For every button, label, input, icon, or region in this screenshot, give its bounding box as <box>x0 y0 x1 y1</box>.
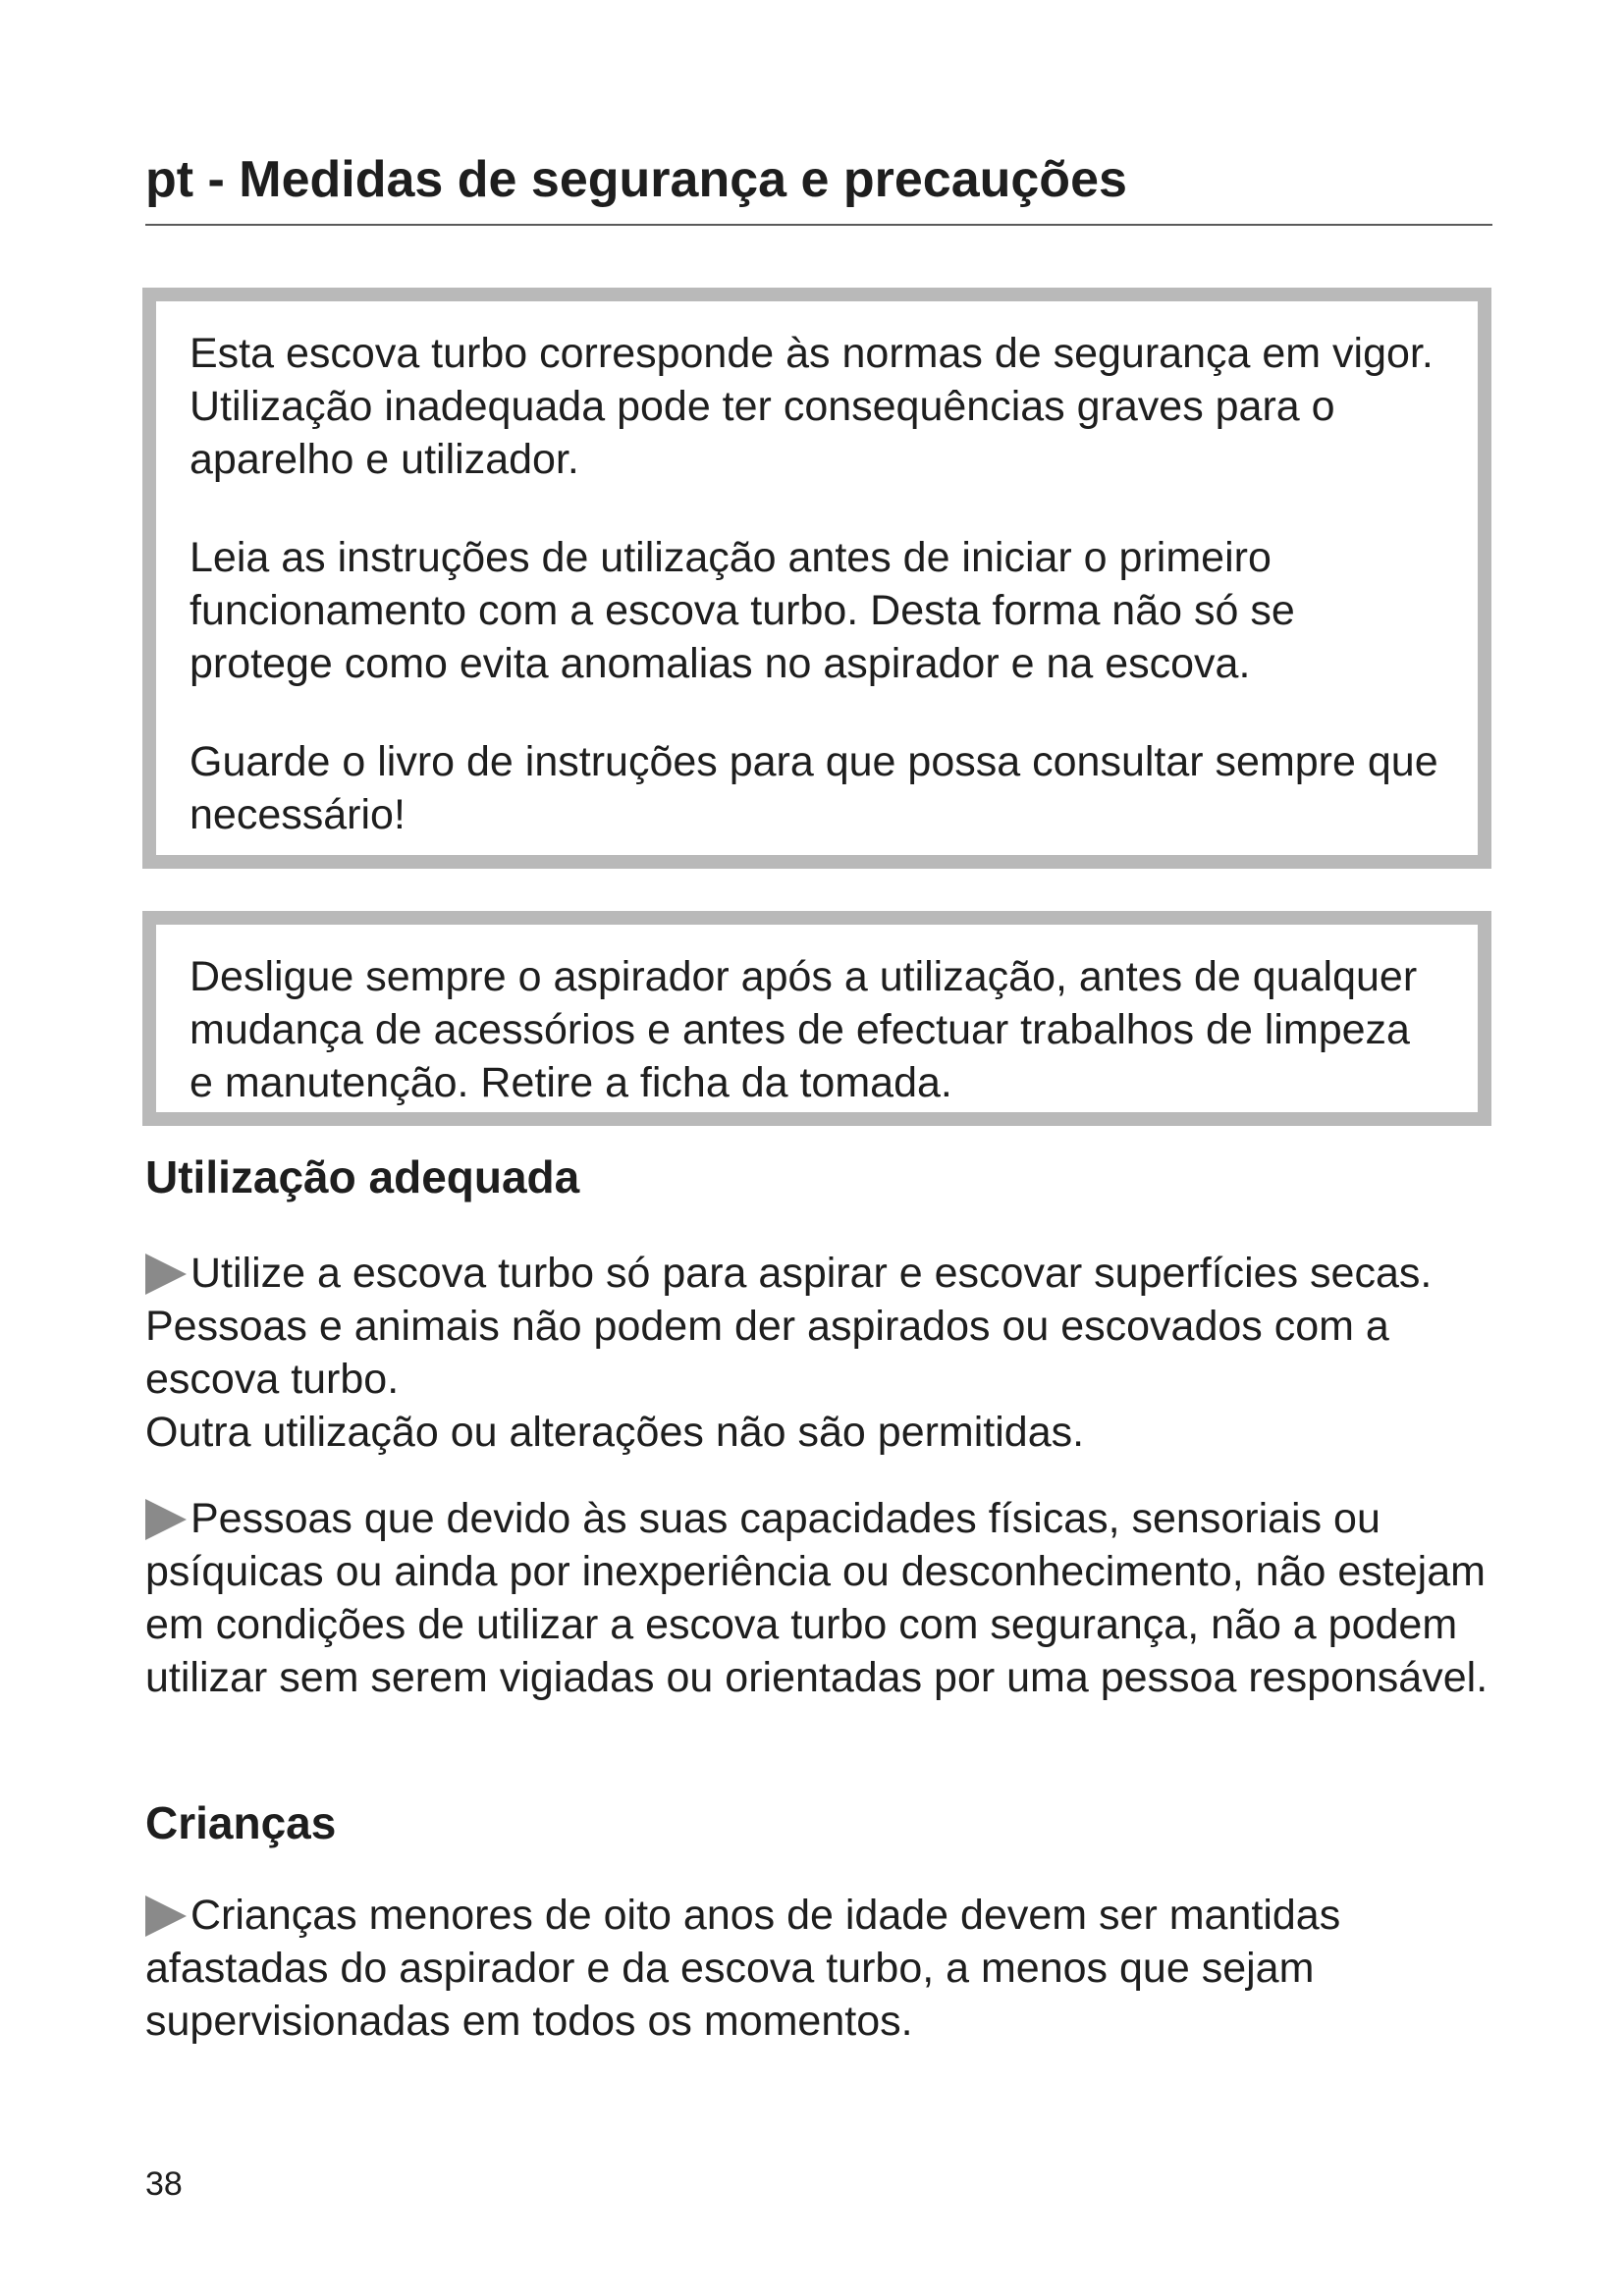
supervision-instruction-text: Pessoas que devido às suas capacidades físicas, sensoriais ou psíquicas ou ainda por inexperiência ou desconhecimento, não estejam em condições de utilizar a escova turbo com segurança, não a podem utilizar sem serem vigiadas ou orientadas por uma pessoa responsável. <box>145 1495 1489 1701</box>
disconnect-warning-box <box>142 911 1491 1126</box>
page-title: pt - Medidas de segurança e precauções <box>145 151 1127 208</box>
safety-notice-paragraph-read-instructions: Leia as instruções de utilização antes de iniciar o primeiro funcionamento com a escova turbo. Desta forma não só se protege como evita anomalias no aspirador e na escova. <box>189 534 1295 687</box>
section-heading-children: Crianças <box>145 1797 337 1848</box>
usage-instruction-supervision <box>145 1492 1492 1704</box>
bullet-triangle-icon <box>145 1499 187 1540</box>
safety-notice-box <box>142 288 1491 869</box>
title-divider <box>145 224 1492 226</box>
safety-notice-paragraph-standards: Esta escova turbo corresponde às normas de segurança em vigor. Utilização inadequada pode ter consequências graves para o aparelho e utilizador. <box>189 330 1434 483</box>
children-instruction <box>145 1889 1492 2048</box>
usage-restriction-text: Outra utilização ou alterações não são permitidas. <box>145 1409 1085 1456</box>
usage-instruction-dry-surfaces <box>145 1247 1492 1459</box>
bullet-triangle-icon <box>145 1254 187 1295</box>
children-instruction-text: Crianças menores de oito anos de idade devem ser mantidas afastadas do aspirador e da escova turbo, a menos que sejam supervisionadas em todos os momentos. <box>145 1892 1341 2045</box>
safety-notice-paragraph-keep-manual: Guarde o livro de instruções para que possa consultar sempre que necessário! <box>189 738 1438 838</box>
section-heading-proper-use: Utilização adequada <box>145 1151 580 1202</box>
disconnect-warning-text: Desligue sempre o aspirador após a utilização, antes de qualquer mudança de acessórios e antes de efectuar trabalhos de limpeza e manutenção. Retire a ficha da tomada. <box>189 953 1418 1106</box>
usage-instruction-text: Utilize a escova turbo só para aspirar e escovar superfícies secas. Pessoas e animais não podem der aspirados ou escovados com a escova turbo. <box>145 1250 1433 1403</box>
page-number: 38 <box>145 2165 183 2203</box>
bullet-triangle-icon <box>145 1896 187 1937</box>
